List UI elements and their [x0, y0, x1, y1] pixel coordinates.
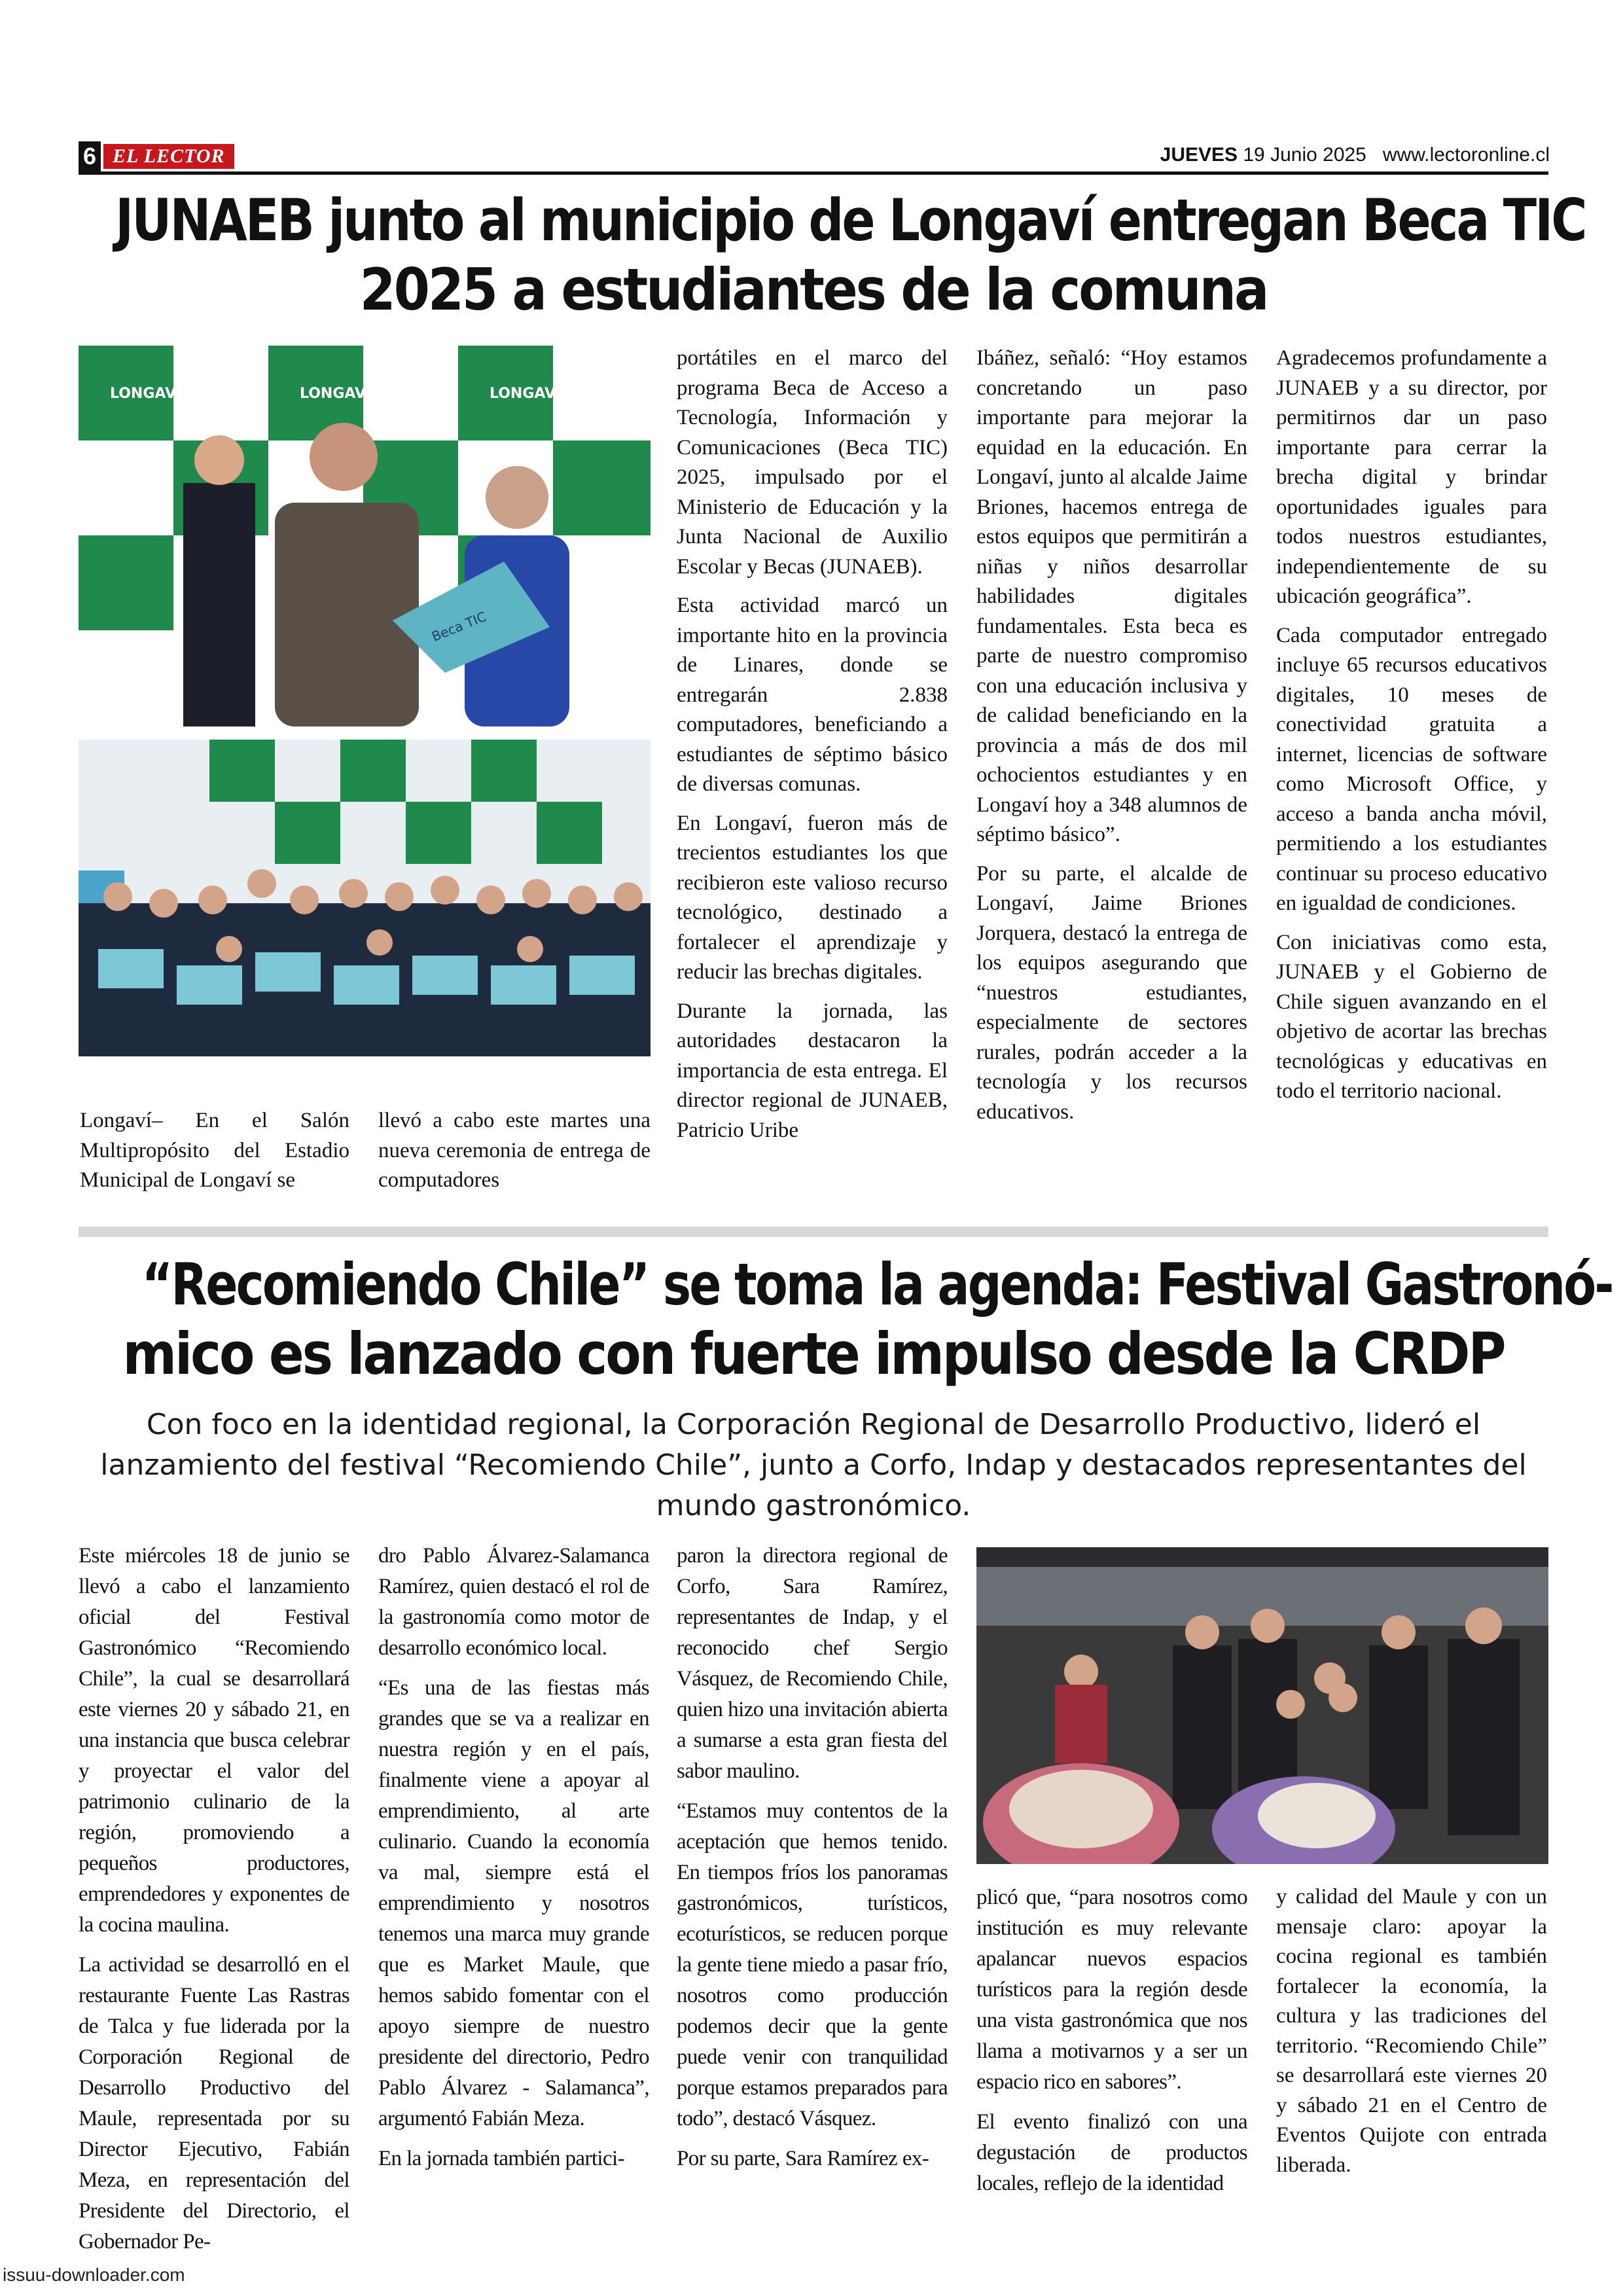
article1-paragraph: Esta actividad marcó un importante hito en la provincia de Linares, donde se entregarán 2.838 computadores, beneficiando a estudiantes de séptimo básico de diversas comunas.: [677, 594, 948, 796]
article1-paragraph: Durante la jornada, las autoridades destacaron la importancia de esta entrega. El director regional de JUNAEB, Patricio Uribe: [677, 999, 948, 1142]
article2-headline: [79, 1250, 1613, 1389]
page-number: 6: [79, 141, 101, 171]
article2-column-1: [79, 1541, 349, 2267]
masthead-logo: EL LECTOR: [103, 144, 234, 169]
footer-watermark: issuu-downloader.com: [3, 2265, 185, 2285]
article1-paragraph: Agradecemos profundamente a JUNAEB y a su director, por permitirnos dar un paso importante para cerrar la brecha digital y brindar oportunidades iguales para todos nuestros estudiantes, independientemente de su ubicación geográfica”.: [1276, 346, 1547, 608]
article1-paragraph: portátiles en el marco del programa Beca de Acceso a Tecnología, Información y Comunicaciones (Beca TIC) 2025, impulsado por el Ministerio de Educación y la Junta Nacional de Auxilio Escolar y Becas (JUNAEB).: [677, 346, 948, 579]
article1-paragraph: Cada computador entregado incluye 65 recursos educativos digitales, 10 meses de conectividad gratuita a internet, licencias de software como Microsoft Office, y acceso a banda ancha móvil, permitiendo a los estudiantes continuar su proceso educativo en igualdad de condiciones.: [1276, 623, 1547, 915]
article2-column-5: [1276, 1882, 1547, 2189]
article1-column-4: [976, 344, 1247, 1136]
article1-headline-line2: 2025 a estudiantes de la comuna: [359, 256, 1268, 323]
article2-paragraph: “Es una de las fiestas más grandes que se va a realizar en nuestra región y en el país, finalmente viene a apoyar al emprendimiento, al arte culinario. Cuando la economía va mal, siempre está el emprendimiento y nosotros tenemos una marca muy grande que es Market Maule, que hemos sabido fomentar con el apoyo siempre de nuestro presidente del directorio, Pedro Pablo Álvarez - Salamanca”, argumentó Fabián Meza.: [378, 1676, 649, 2130]
article2-subheadline: Con foco en la identidad regional, la Corporación Regional de Desarrollo Productivo, lideró el lanzamiento del festival “Recomiendo Chile”, junto a Corfo, Indap y destacados representantes del mundo gastronómico.: [100, 1408, 1527, 1522]
article2-paragraph: paron la directora regional de Corfo, Sara Ramírez, representantes de Indap, y el reconocido chef Sergio Vásquez, de Recomiendo Chile, quien hizo una invitación abierta a sumarse a esta gran fiesta del sabor maulino.: [677, 1544, 948, 1783]
article1-paragraph: llevó a cabo este martes una nueva ceremonia de entrega de computadores: [378, 1109, 651, 1192]
article1-column-3: [677, 344, 948, 1155]
header-dateline: [1160, 139, 1550, 171]
article2-paragraph: La actividad se desarrolló en el restaurante Fuente Las Rastras de Talca y fue liderada por la Corporación Regional de Desarrollo Productivo del Maule, representada por su Director Ejecutivo, Fabián Meza, en representación del Presidente del Directorio, el Gobernador Pe-: [79, 1953, 349, 2253]
article2-paragraph: El evento finalizó con una degustación de productos locales, reflejo de la identidad: [976, 2110, 1247, 2195]
article2-column-2: [378, 1541, 649, 2183]
article1-headline-line1: JUNAEB junto al municipio de Longaví entregan Beca TIC: [115, 187, 1586, 254]
article2-headline-line1: “Recomiendo Chile” se toma la agenda: Festival Gastronó-: [141, 1251, 1613, 1318]
article1-column-5: [1276, 344, 1547, 1116]
article1-headline: [79, 186, 1586, 325]
article1-paragraph: Ibáñez, señaló: “Hoy estamos concretando un paso importante para mejorar la equidad en la educación. En Longaví, junto al alcalde Jaime Briones, hacemos entrega de estos equipos que permitirán a niñas y niños desarrollar habilidades digitales fundamentales. Esta beca es parte de nuestro compromiso con una educación inclusiva y de calidad beneficiando en la provincia a más de dos mil ochocientos estudiantes y en Longaví hoy a 348 alumnos de séptimo básico”.: [976, 346, 1247, 846]
article1-column-2: [378, 1106, 651, 1205]
header-date: 19 Junio 2025: [1243, 144, 1366, 166]
article1-photo-handover: [79, 346, 651, 726]
article2-paragraph: Este miércoles 18 de junio se llevó a cabo el lanzamiento oficial del Festival Gastronómico “Recomiendo Chile”, la cual se desarrollará este viernes 20 y sábado 21, en una instancia que busca celebrar y proyectar el valor del patrimonio culinario de la región, promoviendo a pequeños productores, emprendedores y exponentes de la cocina maulina.: [79, 1544, 349, 1937]
article1-paragraph: Por su parte, el alcalde de Longaví, Jaime Briones Jorquera, destacó la entrega de los equipos asegurando que “nuestros estudiantes, especialmente de sectores rurales, podrán acceder a la tecnología y los recursos educativos.: [976, 861, 1247, 1124]
article1-paragraph: Con iniciativas como esta, JUNAEB y el Gobierno de Chile siguen avanzando en el objetivo de acortar las brechas tecnológicas y educativas en todo el territorio nacional.: [1276, 930, 1547, 1103]
article2-headline-line2: mico es lanzado con fuerte impulso desde la CRDP: [122, 1320, 1505, 1388]
article2-paragraph: “Estamos muy contentos de la aceptación que hemos tenido. En tiempos fríos los panoramas gastronómicos, turísticos, ecoturísticos, se reducen porque la gente tiene miedo a pasar frío, nosotros como producción podemos decir que la gente puede venir con tranquilidad porque estamos preparados para todo”, destacó Vásquez.: [677, 1799, 948, 2130]
photo-banner-label: LONGAVÍ: [490, 386, 562, 402]
article1-paragraph: Longaví– En el Salón Multipropósito del Estadio Municipal de Longaví se: [80, 1109, 349, 1192]
article1-paragraph: En Longaví, fueron más de trecientos estudiantes los que recibieron este valioso recurso tecnológico, destinado a fortalecer el aprendizaje y reducir las brechas digitales.: [677, 811, 948, 984]
article2-paragraph: Por su parte, Sara Ramírez ex-: [677, 2147, 929, 2170]
article2-column-4: [976, 1882, 1247, 2208]
article2-paragraph: y calidad del Maule y con un mensaje claro: apoyar la cocina regional es también fortalecer la economía, la cultura y las tradiciones del territorio. “Recomiendo Chile” se desarrollará este viernes 20 y sábado 21 en el Centro de Eventos Quijote con entrada liberada.: [1276, 1885, 1547, 2177]
article2-paragraph: En la jornada también partici-: [378, 2147, 625, 2170]
article2-column-3: [677, 1541, 948, 2183]
photo-banner-label: LONGAVÍ: [110, 386, 182, 402]
header-website[interactable]: www.lectoronline.cl: [1382, 144, 1550, 166]
header-weekday: JUEVES: [1160, 144, 1238, 166]
article1-column-1: [80, 1106, 349, 1205]
section-divider: [79, 1227, 1548, 1237]
article1-photo-group: [79, 740, 651, 1056]
photo-banner-label: LONGAVÍ: [300, 386, 372, 402]
photo-box-label: Beca TIC: [429, 608, 489, 645]
article2-paragraph: plicó que, “para nosotros como institución es muy relevante apalancar nuevos espacios turísticos para la región desde una vista gastronómica que nos llama a motivarnos y a ser un espacio rico en sabores”.: [976, 1886, 1247, 2094]
article2-photo-festival: [976, 1547, 1548, 1864]
article2-paragraph: dro Pablo Álvarez-Salamanca Ramírez, quien destacó el rol de la gastronomía como motor de desarrollo económico local.: [378, 1544, 649, 1660]
header-rule: [79, 171, 1548, 175]
